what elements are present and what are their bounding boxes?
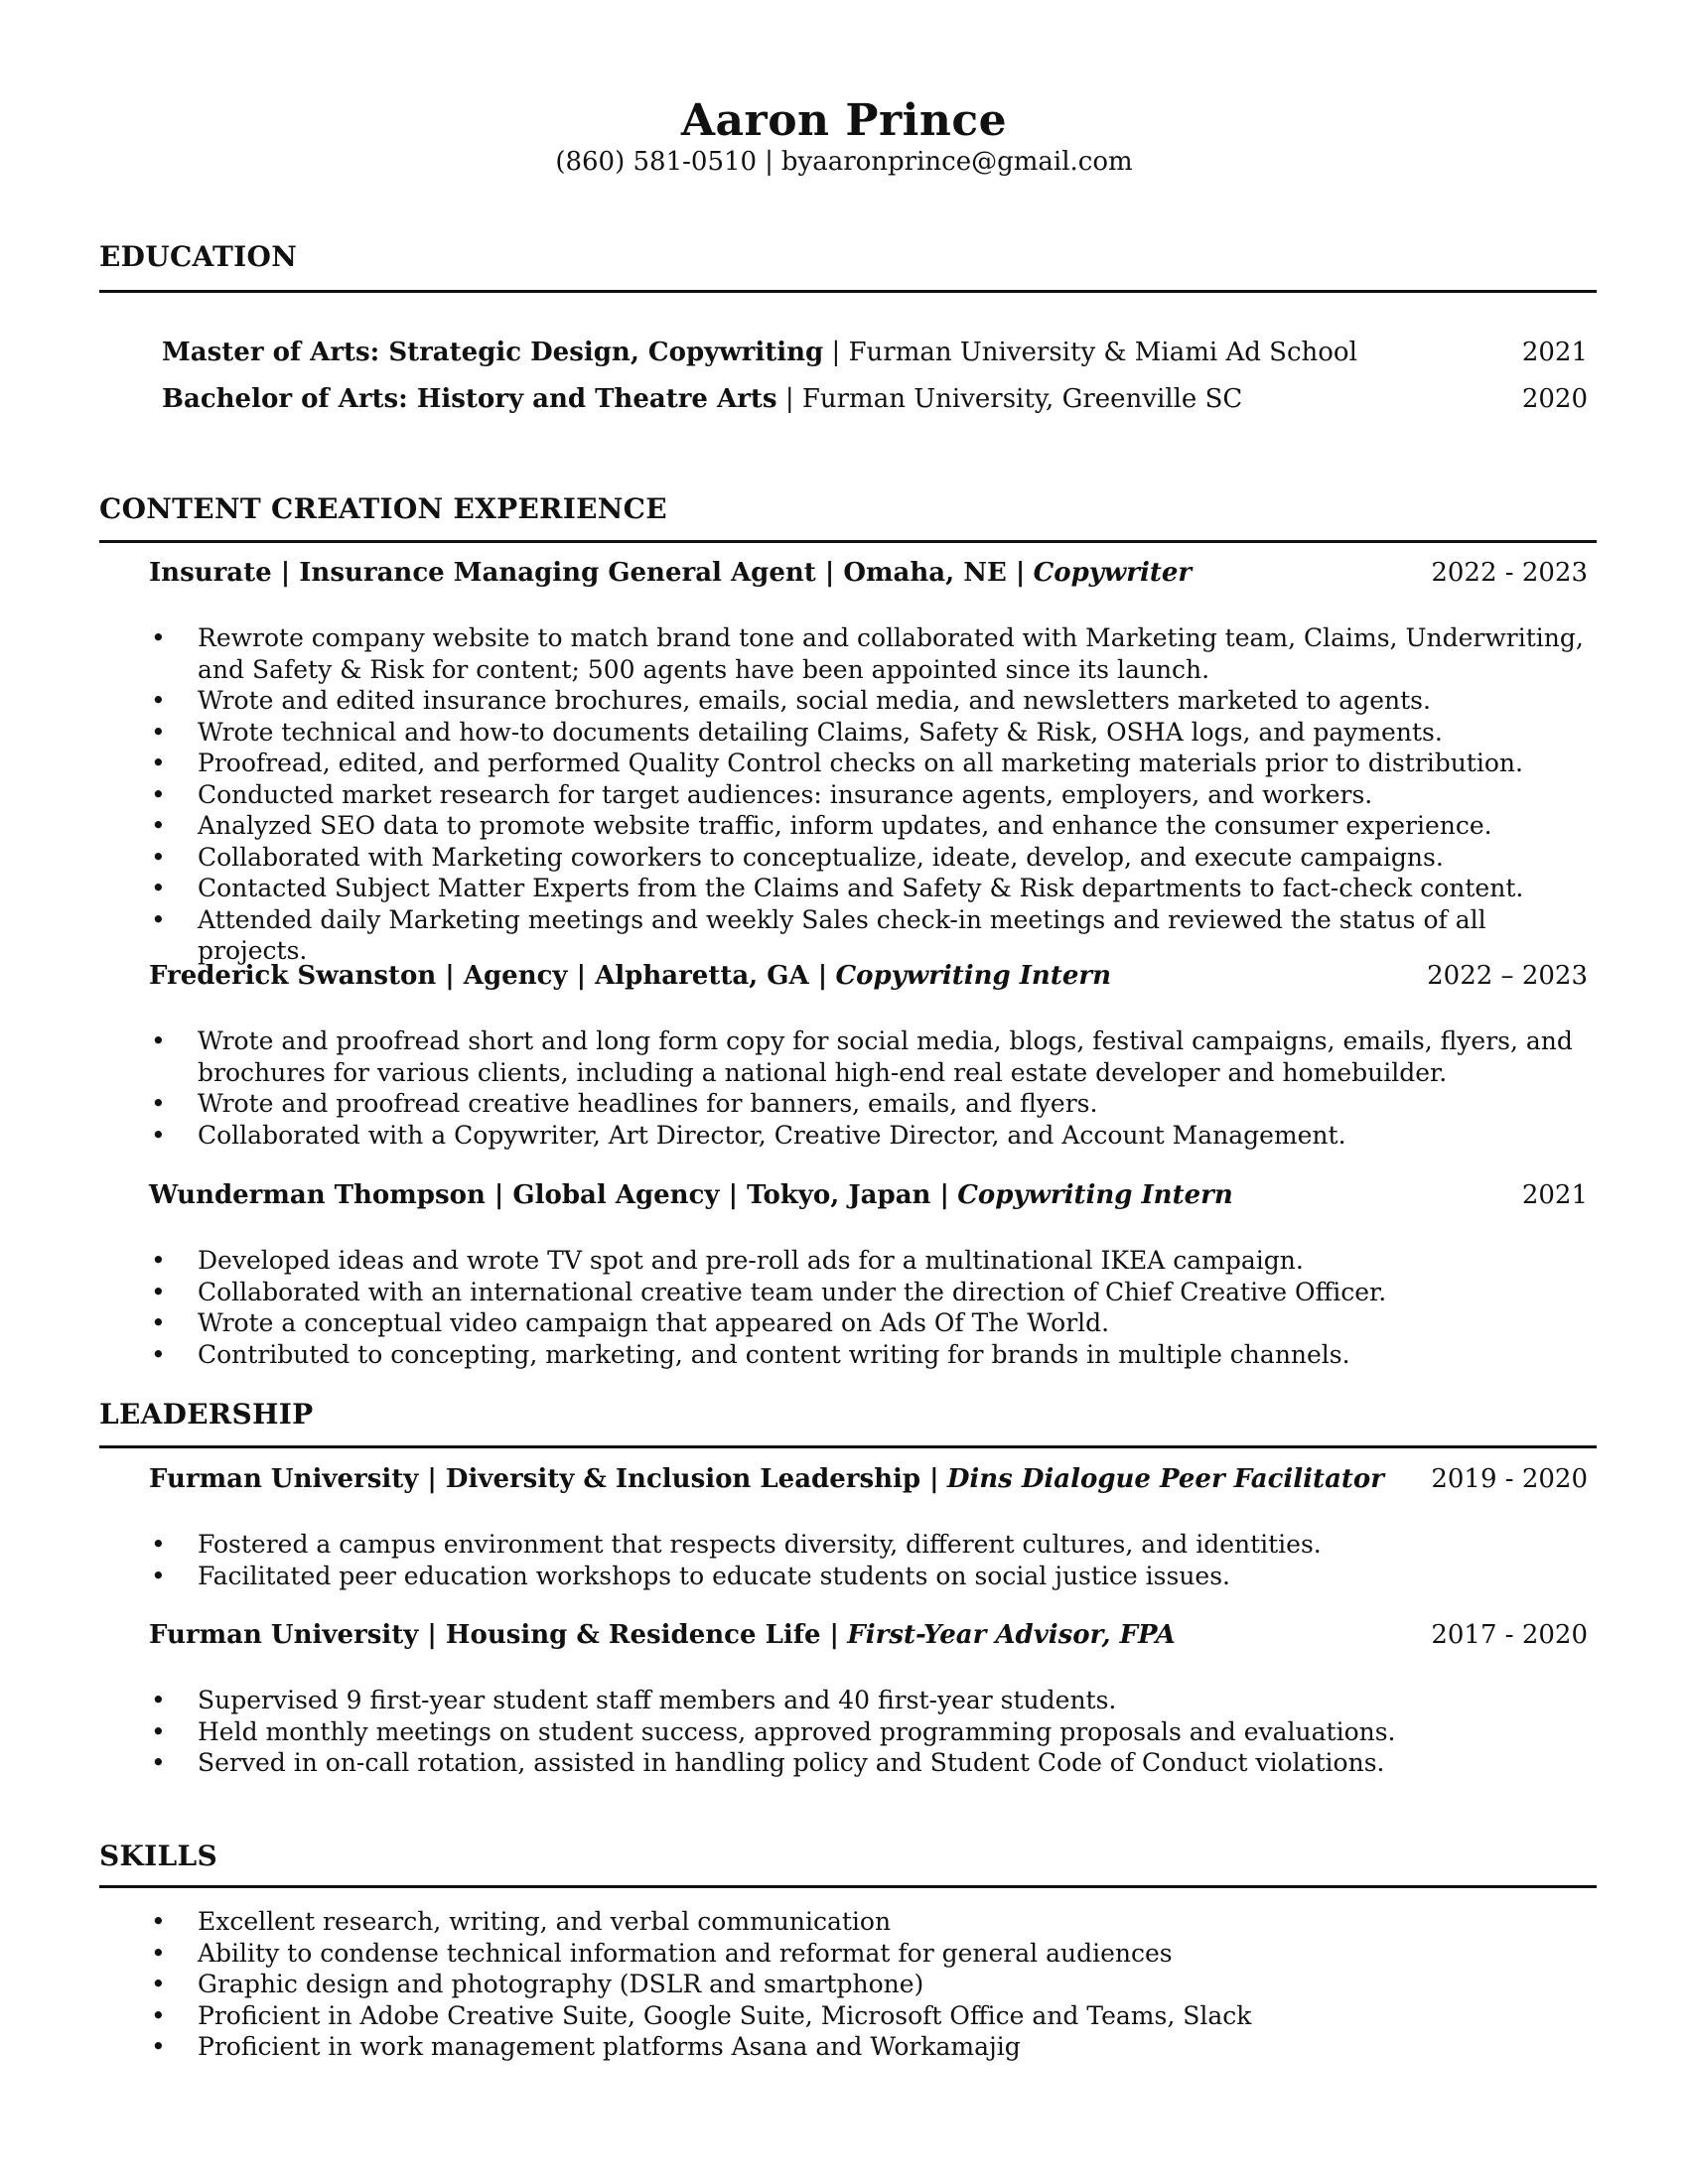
list-item: • Graphic design and photography (DSLR and smartphone) bbox=[149, 1969, 1594, 2000]
section-divider bbox=[99, 1445, 1597, 1448]
job-years: 2021 bbox=[1521, 1180, 1588, 1210]
candidate-name: Aaron Prince bbox=[680, 95, 1008, 146]
list-item: • Fostered a campus environment that respects diversity, different cultures, and identities. bbox=[149, 1529, 1594, 1561]
graduation-year: 2021 bbox=[1521, 338, 1588, 367]
list-item: • Excellent research, writing, and verbal communication bbox=[149, 1906, 1594, 1938]
section-divider bbox=[99, 290, 1597, 293]
section-title-leadership: LEADERSHIP bbox=[99, 1398, 314, 1431]
list-item: • Contacted Subject Matter Experts from the Claims and Safety & Risk departments to fact-check content. bbox=[149, 873, 1594, 904]
section-title-skills: SKILLS bbox=[99, 1840, 218, 1872]
job-years: 2022 – 2023 bbox=[1427, 961, 1588, 991]
list-item: • Proficient in work management platforms Asana and Workamajig bbox=[149, 2031, 1594, 2063]
list-item: • Analyzed SEO data to promote website traffic, inform updates, and enhance the consumer experience. bbox=[149, 810, 1594, 842]
list-item: • Served in on-call rotation, assisted in handling policy and Student Code of Conduct violations. bbox=[149, 1747, 1594, 1779]
degree: Bachelor of Arts: History and Theatre Arts bbox=[162, 384, 777, 414]
job-role: Dins Dialogue Peer Facilitator bbox=[946, 1464, 1384, 1494]
list-item: • Conducted market research for target audiences: insurance agents, employers, and workers. bbox=[149, 779, 1594, 811]
section-title-education: EDUCATION bbox=[99, 240, 298, 273]
list-item: • Proofread, edited, and performed Quality Control checks on all marketing materials prior to distribution. bbox=[149, 748, 1594, 779]
list-item: • Wrote and proofread short and long form copy for social media, blogs, festival campaigns, emails, flyers, and brochures for various clients, including a national high-end real estate developer and homebuilder. bbox=[149, 1025, 1594, 1088]
list-item: • Supervised 9 first-year student staff members and 40 first-year students. bbox=[149, 1685, 1594, 1716]
list-item: • Contributed to concepting, marketing, and content writing for brands in multiple channels. bbox=[149, 1339, 1594, 1371]
list-item: • Collaborated with Marketing coworkers to conceptualize, ideate, develop, and execute campaigns. bbox=[149, 842, 1594, 874]
job-organization: Furman University | Diversity & Inclusion Leadership | bbox=[149, 1464, 939, 1494]
section-divider bbox=[99, 540, 1597, 543]
job-years: 2019 - 2020 bbox=[1431, 1464, 1588, 1494]
job-heading bbox=[149, 558, 1588, 588]
job-bullet-list bbox=[149, 1245, 1594, 1370]
graduation-year: 2020 bbox=[1521, 384, 1588, 414]
job-role: First-Year Advisor, FPA bbox=[847, 1620, 1176, 1650]
list-item: • Rewrote company website to match brand tone and collaborated with Marketing team, Claims, Underwriting, and Safety & Risk for content; 500 agents have been appointed since its launch. bbox=[149, 622, 1594, 685]
contact-separator: | bbox=[765, 147, 774, 177]
list-item: • Developed ideas and wrote TV spot and pre-roll ads for a multinational IKEA campaign. bbox=[149, 1245, 1594, 1277]
job-bullet-list bbox=[149, 1685, 1594, 1779]
job-role: Copywriting Intern bbox=[957, 1180, 1233, 1210]
entry-separator: | bbox=[784, 384, 794, 414]
job-heading bbox=[149, 1620, 1588, 1650]
job-heading bbox=[149, 1180, 1588, 1210]
job-role: Copywriter bbox=[1033, 558, 1193, 588]
job-bullet-list bbox=[149, 1025, 1594, 1151]
education-entry bbox=[162, 338, 1588, 367]
school: Furman University & Miami Ad School bbox=[848, 338, 1357, 367]
list-item: • Ability to condense technical information and reformat for general audiences bbox=[149, 1938, 1594, 1970]
section-title-experience: CONTENT CREATION EXPERIENCE bbox=[99, 492, 667, 525]
list-item: • Facilitated peer education workshops to educate students on social justice issues. bbox=[149, 1561, 1594, 1592]
entry-separator: | bbox=[831, 338, 841, 367]
list-item: • Wrote a conceptual video campaign that appeared on Ads Of The World. bbox=[149, 1307, 1594, 1339]
school: Furman University, Greenville SC bbox=[801, 384, 1243, 414]
contact-line bbox=[0, 147, 1688, 177]
email-address: byaaronprince@gmail.com bbox=[780, 147, 1133, 177]
list-item: • Held monthly meetings on student success, approved programming proposals and evaluations. bbox=[149, 1716, 1594, 1748]
job-heading bbox=[149, 961, 1588, 991]
job-organization: Frederick Swanston | Agency | Alpharetta, GA | bbox=[149, 961, 828, 991]
phone-number: (860) 581-0510 bbox=[555, 147, 758, 177]
job-organization: Insurate | Insurance Managing General Agent | Omaha, NE | bbox=[149, 558, 1026, 588]
list-item: • Wrote technical and how-to documents detailing Claims, Safety & Risk, OSHA logs, and payments. bbox=[149, 717, 1594, 749]
degree: Master of Arts: Strategic Design, Copywriting bbox=[162, 338, 824, 367]
list-item: • Collaborated with an international creative team under the direction of Chief Creative Officer. bbox=[149, 1277, 1594, 1308]
job-years: 2022 - 2023 bbox=[1431, 558, 1588, 588]
job-heading bbox=[149, 1464, 1588, 1494]
job-years: 2017 - 2020 bbox=[1431, 1620, 1588, 1650]
job-bullet-list bbox=[149, 1529, 1594, 1591]
job-organization: Furman University | Housing & Residence Life | bbox=[149, 1620, 840, 1650]
list-item: • Attended daily Marketing meetings and weekly Sales check-in meetings and reviewed the status of all projects. bbox=[149, 904, 1594, 967]
list-item: • Proficient in Adobe Creative Suite, Google Suite, Microsoft Office and Teams, Slack bbox=[149, 2000, 1594, 2032]
skills-list bbox=[149, 1906, 1594, 2063]
section-divider bbox=[99, 1885, 1597, 1888]
list-item: • Collaborated with a Copywriter, Art Director, Creative Director, and Account Management. bbox=[149, 1120, 1594, 1152]
job-bullet-list bbox=[149, 622, 1594, 967]
job-role: Copywriting Intern bbox=[835, 961, 1111, 991]
list-item: • Wrote and edited insurance brochures, emails, social media, and newsletters marketed to agents. bbox=[149, 685, 1594, 717]
job-organization: Wunderman Thompson | Global Agency | Tokyo, Japan | bbox=[149, 1180, 949, 1210]
list-item: • Wrote and proofread creative headlines for banners, emails, and flyers. bbox=[149, 1088, 1594, 1120]
education-entry bbox=[162, 384, 1588, 414]
